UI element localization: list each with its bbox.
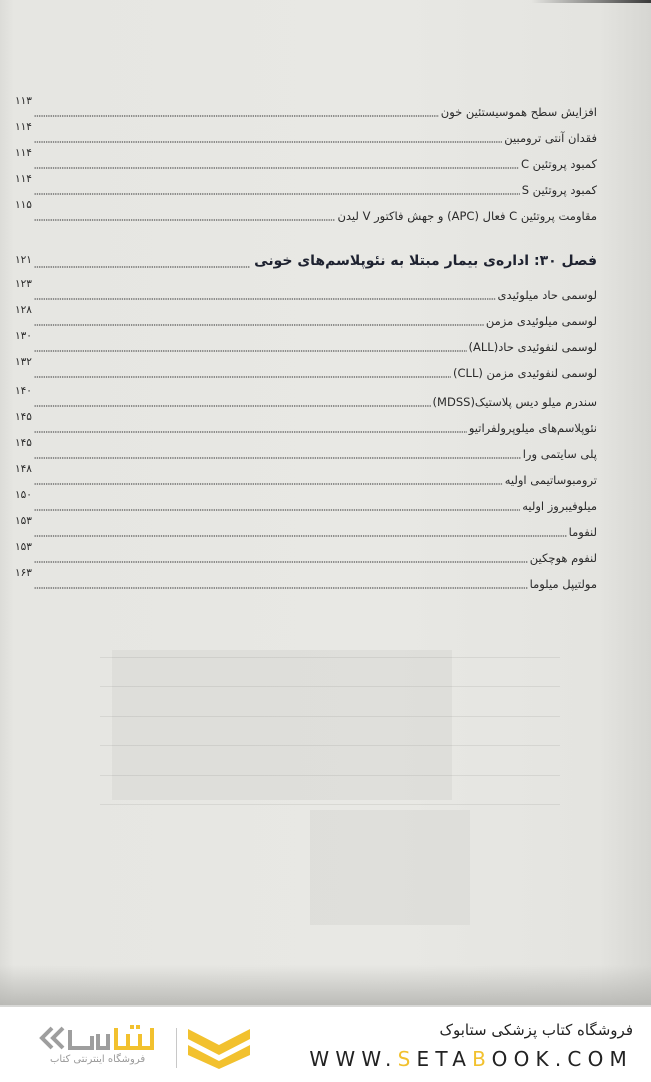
toc-leader-dots: [34, 298, 496, 300]
toc-page-number: ۱۴۸: [15, 463, 32, 475]
toc-page-number: ۱۱۴: [15, 147, 32, 159]
toc-page-number: ۱۵۰: [15, 489, 32, 501]
show-through-table: [112, 650, 452, 800]
toc-page-number: ۱۱۵: [15, 199, 32, 211]
toc-section-title: لوسمی میلوئیدی مزمن: [485, 314, 597, 328]
show-through-line: [100, 775, 560, 776]
toc-leader-dots: [34, 266, 250, 268]
page-edge-shadow: [531, 0, 651, 3]
show-through-line: [100, 716, 560, 717]
toc-section-title: مولتیپل میلوما: [529, 577, 597, 591]
toc-row[interactable]: [15, 173, 597, 199]
toc-section-title: لنفوما: [568, 525, 597, 539]
show-through-box: [310, 810, 470, 925]
toc-row[interactable]: [15, 541, 597, 567]
toc-chapter-row[interactable]: [15, 254, 597, 280]
toc-row[interactable]: [15, 304, 597, 330]
toc-page-number: ۱۳۲: [15, 356, 32, 368]
toc-row[interactable]: [15, 199, 597, 225]
store-url[interactable]: [309, 1047, 633, 1071]
toc-chapter-title: فصل ۳۰: اداره‌ی بیمار مبتلا به نئوپلاسم‌های خونی: [254, 253, 597, 269]
show-through-line: [100, 686, 560, 687]
toc-row[interactable]: [15, 95, 597, 121]
toc-leader-dots: [34, 167, 519, 169]
toc-row[interactable]: [15, 121, 597, 147]
toc-row[interactable]: [15, 515, 597, 541]
page-bottom-shadow: [0, 965, 651, 1005]
toc-row[interactable]: [15, 278, 597, 304]
toc-row[interactable]: [15, 567, 597, 593]
url-part: ETA: [416, 1047, 473, 1071]
url-part: OOK.COM: [491, 1047, 633, 1071]
toc-leader-dots: [34, 193, 520, 195]
toc-section-title: افزایش سطح هموسیستئین خون: [440, 105, 597, 119]
setabook-wordmark-icon: [30, 1024, 170, 1052]
toc-page-number: ۱۵۳: [15, 515, 32, 527]
toc-leader-dots: [34, 350, 467, 352]
toc-leader-dots: [34, 535, 567, 537]
toc-page-number: ۱۲۱: [15, 254, 32, 266]
toc-page-number: ۱۴۰: [15, 385, 32, 397]
toc-section-title: لوسمی حاد میلوئیدی: [497, 288, 597, 302]
setabook-chevron-logo-icon: [186, 1025, 252, 1069]
toc-section-title: کمبود پروتئین S: [521, 183, 597, 197]
show-through-line: [100, 657, 560, 658]
logo-subtitle: فروشگاه اینترنتی کتاب: [50, 1054, 146, 1065]
toc-leader-dots: [34, 509, 520, 511]
toc-page-number: ۱۲۸: [15, 304, 32, 316]
show-through-line: [100, 804, 560, 805]
toc-row[interactable]: [15, 330, 597, 356]
toc-section-title: مقاومت پروتئین C فعال (APC) و جهش فاکتور V لیدن: [337, 209, 597, 223]
toc-section-title: پلی سایتمی ورا: [522, 447, 597, 461]
toc-leader-dots: [34, 483, 503, 485]
toc-section-title: میلوفیبروز اولیه: [522, 499, 597, 513]
toc-page-number: ۱۵۳: [15, 541, 32, 553]
toc-leader-dots: [34, 431, 467, 433]
toc-leader-dots: [34, 587, 528, 589]
toc-leader-dots: [34, 561, 528, 563]
toc-section-title: نئوپلاسم‌های میلوپرولفراتیو: [468, 421, 597, 435]
toc-row[interactable]: [15, 489, 597, 515]
toc-leader-dots: [34, 405, 431, 407]
toc-page-number: ۱۱۳: [15, 95, 32, 107]
toc-page-number: ۱۳۰: [15, 330, 32, 342]
logo-divider: [176, 1028, 177, 1068]
toc-leader-dots: [34, 141, 502, 143]
toc-leader-dots: [34, 376, 451, 378]
toc-row[interactable]: [15, 147, 597, 173]
toc-section-title: سندرم میلو دیس پلاستیک(MDSS): [432, 395, 597, 409]
toc-page-number: ۱۴۵: [15, 437, 32, 449]
toc-row[interactable]: [15, 437, 597, 463]
url-part: WWW.: [309, 1047, 398, 1071]
show-through-line: [100, 745, 560, 746]
toc-row[interactable]: [15, 385, 597, 411]
url-highlight: B: [472, 1047, 492, 1071]
toc-page-number: ۱۲۳: [15, 278, 32, 290]
toc-section-title: ترومبوساتیمی اولیه: [504, 473, 597, 487]
toc-section-title: لنفوم هوچکین: [529, 551, 597, 565]
toc-leader-dots: [34, 115, 439, 117]
toc-page-number: ۱۱۴: [15, 121, 32, 133]
toc-section-title: لوسمی لنفوئیدی مزمن (CLL): [453, 366, 597, 380]
toc-page-number: ۱۶۳: [15, 567, 32, 579]
store-name: فروشگاه کتاب پزشکی ستابوک: [439, 1021, 633, 1039]
toc-row[interactable]: [15, 411, 597, 437]
toc-row[interactable]: [15, 463, 597, 489]
url-highlight: S: [397, 1047, 417, 1071]
toc-leader-dots: [34, 219, 335, 221]
toc-leader-dots: [34, 324, 484, 326]
toc-section-title: کمبود پروتئین C: [521, 157, 597, 171]
toc-section-title: فقدان آنتی ترومبین: [504, 131, 597, 145]
toc-row[interactable]: [15, 356, 597, 382]
toc-page-number: ۱۱۴: [15, 173, 32, 185]
toc-page-number: ۱۴۵: [15, 411, 32, 423]
toc-section-title: لوسمی لنفوئیدی حاد(ALL): [468, 340, 597, 354]
toc-leader-dots: [34, 457, 521, 459]
